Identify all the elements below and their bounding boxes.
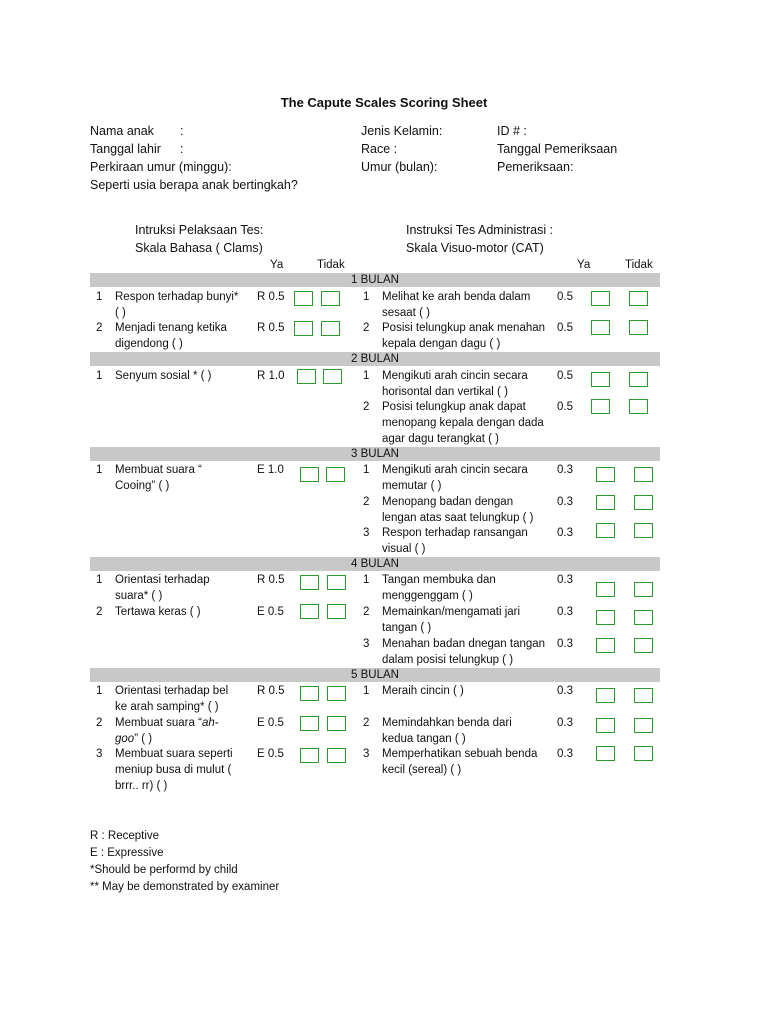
l5-2-score: E 0.5	[257, 717, 284, 729]
r2-2-text2: menopang kepala dengan dada	[382, 417, 544, 429]
band-4-bulan: 4 BULAN	[90, 557, 660, 571]
l1-2-num: 2	[96, 322, 103, 334]
l4-2-text: Tertawa keras ( )	[115, 606, 201, 618]
r1-2-score: 0.5	[557, 322, 573, 334]
r5-1-text: Meraih cincin ( )	[382, 685, 464, 697]
l4-1-text: Orientasi terhadap	[115, 574, 210, 586]
r5-1-ya-checkbox[interactable]	[596, 688, 615, 703]
r3-3-text2: visual ( )	[382, 543, 426, 555]
r4-1-tidak-checkbox[interactable]	[634, 582, 653, 597]
r3-1-num: 1	[363, 464, 370, 476]
r3-1-text: Mengikuti arah cincin secara	[382, 464, 528, 476]
r3-2-text2: lengan atas saat telungkup ( )	[382, 512, 534, 524]
r2-1-text: Mengikuti arah cincin secara	[382, 370, 528, 382]
r4-2-text2: tangan ( )	[382, 622, 432, 634]
page-title: The Capute Scales Scoring Sheet	[280, 95, 488, 110]
l5-2-text-b: ah-	[201, 717, 219, 729]
r1-1-text2: sesaat ( )	[382, 307, 430, 319]
r4-1-text: Tangan membuka dan	[382, 574, 496, 586]
r3-3-num: 3	[363, 527, 370, 539]
l4-1-tidak-checkbox[interactable]	[327, 575, 346, 590]
l3-1-score: E 1.0	[257, 464, 284, 476]
r3-3-score: 0.3	[557, 527, 573, 539]
r4-3-ya-checkbox[interactable]	[596, 638, 615, 653]
l5-3-num: 3	[96, 748, 103, 760]
r4-1-ya-checkbox[interactable]	[596, 582, 615, 597]
r5-1-tidak-checkbox[interactable]	[634, 688, 653, 703]
r1-1-score: 0.5	[557, 291, 573, 303]
l2-1-score: R 1.0	[257, 370, 285, 382]
r5-3-text: Memperhatikan sebuah benda	[382, 748, 538, 760]
l2-1-tidak-checkbox[interactable]	[323, 369, 342, 384]
l3-1-tidak-checkbox[interactable]	[326, 467, 345, 482]
l1-1-text2: ( )	[115, 307, 126, 319]
id-label: ID # :	[497, 124, 527, 138]
r5-3-score: 0.3	[557, 748, 573, 760]
legend-star-2: ** May be demonstrated by examiner	[90, 881, 280, 893]
l2-1-ya-checkbox[interactable]	[297, 369, 316, 384]
r3-2-num: 2	[363, 496, 370, 508]
r5-2-ya-checkbox[interactable]	[596, 718, 615, 733]
l3-1-text: Membuat suara “	[115, 464, 202, 476]
l3-1-ya-checkbox[interactable]	[300, 467, 319, 482]
l4-1-ya-checkbox[interactable]	[300, 575, 319, 590]
r2-2-text3: agar dagu terangkat ( )	[382, 433, 499, 445]
r1-1-text: Melihat ke arah benda dalam	[382, 291, 531, 303]
r1-2-text: Posisi telungkup anak menahan	[382, 322, 546, 334]
r1-2-num: 2	[363, 322, 370, 334]
l5-2-tidak-checkbox[interactable]	[327, 716, 346, 731]
r3-2-text: Menopang badan dengan	[382, 496, 514, 508]
r5-2-text2: kedua tangan ( )	[382, 733, 466, 745]
r4-1-score: 0.3	[557, 574, 573, 586]
left-section-subtitle: Skala Bahasa ( Clams)	[135, 241, 263, 255]
r5-2-tidak-checkbox[interactable]	[634, 718, 653, 733]
l4-1-text2: suara* ( )	[115, 590, 163, 602]
r4-3-tidak-checkbox[interactable]	[634, 638, 653, 653]
r3-2-ya-checkbox[interactable]	[596, 495, 615, 510]
r4-3-score: 0.3	[557, 638, 573, 650]
l1-1-text: Respon terhadap bunyi*	[115, 291, 239, 303]
l4-2-num: 2	[96, 606, 103, 618]
l1-2-text: Menjadi tenang ketika	[115, 322, 227, 334]
r2-2-num: 2	[363, 401, 370, 413]
l1-2-ya-checkbox[interactable]	[294, 321, 313, 336]
r2-2-text: Posisi telungkup anak dapat	[382, 401, 526, 413]
l1-1-tidak-checkbox[interactable]	[321, 291, 340, 306]
l3-1-num: 1	[96, 464, 103, 476]
r5-2-num: 2	[363, 717, 370, 729]
r4-2-tidak-checkbox[interactable]	[634, 610, 653, 625]
r3-1-tidak-checkbox[interactable]	[634, 467, 653, 482]
l5-3-tidak-checkbox[interactable]	[327, 748, 346, 763]
r2-1-text2: horisontal dan vertikal ( )	[382, 386, 508, 398]
r5-3-ya-checkbox[interactable]	[596, 746, 615, 761]
r4-1-num: 1	[363, 574, 370, 586]
l4-2-tidak-checkbox[interactable]	[327, 604, 346, 619]
r2-2-score: 0.5	[557, 401, 573, 413]
race-label: Race :	[361, 142, 398, 156]
right-col-tidak: Tidak	[625, 259, 653, 271]
l5-2-num: 2	[96, 717, 103, 729]
l5-1-text: Orientasi terhadap bel	[115, 685, 229, 697]
l1-2-score: R 0.5	[257, 322, 285, 334]
r2-1-score: 0.5	[557, 370, 573, 382]
pemeriksaan-label: Pemeriksaan:	[497, 160, 574, 174]
r5-2-text: Memindahkan benda dari	[382, 717, 512, 729]
r3-1-score: 0.3	[557, 464, 573, 476]
r3-3-tidak-checkbox[interactable]	[634, 523, 653, 538]
l4-1-score: R 0.5	[257, 574, 285, 586]
tanggal-pemeriksaan-label: Tanggal Pemeriksaan	[497, 142, 618, 156]
r4-2-ya-checkbox[interactable]	[596, 610, 615, 625]
r4-2-num: 2	[363, 606, 370, 618]
right-section-title: Instruksi Tes Administrasi :	[406, 223, 554, 237]
r2-2-tidak-checkbox[interactable]	[629, 399, 648, 414]
r2-1-num: 1	[363, 370, 370, 382]
band-5-bulan: 5 BULAN	[90, 668, 660, 682]
r2-1-ya-checkbox[interactable]	[591, 372, 610, 387]
r1-1-ya-checkbox[interactable]	[591, 291, 610, 306]
band-1-bulan: 1 BULAN	[90, 273, 660, 287]
l1-1-score: R 0.5	[257, 291, 285, 303]
r4-2-score: 0.3	[557, 606, 573, 618]
right-col-ya: Ya	[577, 259, 591, 271]
r4-1-text2: menggenggam ( )	[382, 590, 473, 602]
r3-1-ya-checkbox[interactable]	[596, 467, 615, 482]
legend-receptive: R : Receptive	[90, 830, 160, 842]
l5-1-score: R 0.5	[257, 685, 285, 697]
l3-1-text2: Cooing” ( )	[115, 480, 170, 492]
r1-1-num: 1	[363, 291, 370, 303]
r1-2-text2: kepala dengan dagu ( )	[382, 338, 501, 350]
r4-3-num: 3	[363, 638, 370, 650]
r3-3-text: Respon terhadap ransangan	[382, 527, 528, 539]
r5-1-score: 0.3	[557, 685, 573, 697]
legend-expressive: E : Expressive	[90, 847, 164, 859]
r2-2-ya-checkbox[interactable]	[591, 399, 610, 414]
seperti-usia-label: Seperti usia berapa anak bertingkah?	[90, 178, 298, 192]
r1-2-ya-checkbox[interactable]	[591, 320, 610, 335]
jenis-kelamin-label: Jenis Kelamin:	[361, 124, 443, 138]
l1-1-ya-checkbox[interactable]	[294, 291, 313, 306]
l5-2-text2-b: ” ( )	[134, 733, 153, 745]
left-col-tidak: Tidak	[317, 259, 345, 271]
r5-2-score: 0.3	[557, 717, 573, 729]
umur-bulan-label: Umur (bulan):	[361, 160, 438, 174]
r4-2-text: Memainkan/mengamati jari	[382, 606, 521, 618]
l1-2-text2: digendong ( )	[115, 338, 183, 350]
r5-3-tidak-checkbox[interactable]	[634, 746, 653, 761]
l5-2-ya-checkbox[interactable]	[300, 716, 319, 731]
l5-1-num: 1	[96, 685, 103, 697]
r5-3-num: 3	[363, 748, 370, 760]
l2-1-text: Senyum sosial * ( )	[115, 370, 212, 382]
l4-2-ya-checkbox[interactable]	[300, 604, 319, 619]
l5-1-text2: ke arah samping* ( )	[115, 701, 219, 713]
r3-2-score: 0.3	[557, 496, 573, 508]
legend-star-1: *Should be performd by child	[90, 864, 238, 876]
tanggal-lahir-colon: :	[180, 142, 184, 156]
l2-1-num: 1	[96, 370, 103, 382]
r3-2-tidak-checkbox[interactable]	[634, 495, 653, 510]
l5-3-text3: brrr.. rr) ( )	[115, 780, 168, 792]
l4-1-num: 1	[96, 574, 103, 586]
l5-2-text-a: Membuat suara “	[115, 717, 202, 729]
perkiraan-umur-label: Perkiraan umur (minggu):	[90, 160, 232, 174]
l5-3-text: Membuat suara seperti	[115, 748, 233, 760]
r1-1-tidak-checkbox[interactable]	[629, 291, 648, 306]
r3-3-ya-checkbox[interactable]	[596, 523, 615, 538]
l5-2-text2	[115, 731, 152, 747]
l5-1-tidak-checkbox[interactable]	[327, 686, 346, 701]
l4-2-score: E 0.5	[257, 606, 284, 618]
r3-1-text2: memutar ( )	[382, 480, 442, 492]
r5-3-text2: kecil (sereal) ( )	[382, 764, 462, 776]
tanggal-lahir-label: Tanggal lahir	[90, 142, 161, 156]
l5-3-score: E 0.5	[257, 748, 284, 760]
left-section-title: Intruksi Pelaksaan Tes:	[135, 223, 264, 237]
r4-3-text2: dalam posisi telungkup ( )	[382, 654, 514, 666]
r5-1-num: 1	[363, 685, 370, 697]
l5-3-ya-checkbox[interactable]	[300, 748, 319, 763]
l5-3-text2: meniup busa di mulut (	[115, 764, 232, 776]
nama-anak-label: Nama anak	[90, 124, 154, 138]
r4-3-text: Menahan badan dnegan tangan	[382, 638, 546, 650]
right-section-subtitle: Skala Visuo-motor (CAT)	[406, 241, 544, 255]
band-2-bulan: 2 BULAN	[90, 352, 660, 366]
l1-2-tidak-checkbox[interactable]	[321, 321, 340, 336]
l5-1-ya-checkbox[interactable]	[300, 686, 319, 701]
l5-2-text2-a: goo	[115, 733, 135, 745]
l5-2-text	[115, 715, 219, 731]
r2-1-tidak-checkbox[interactable]	[629, 372, 648, 387]
nama-anak-colon: :	[180, 124, 184, 138]
band-3-bulan: 3 BULAN	[90, 447, 660, 461]
l1-1-num: 1	[96, 291, 103, 303]
r1-2-tidak-checkbox[interactable]	[629, 320, 648, 335]
left-col-ya: Ya	[270, 259, 284, 271]
